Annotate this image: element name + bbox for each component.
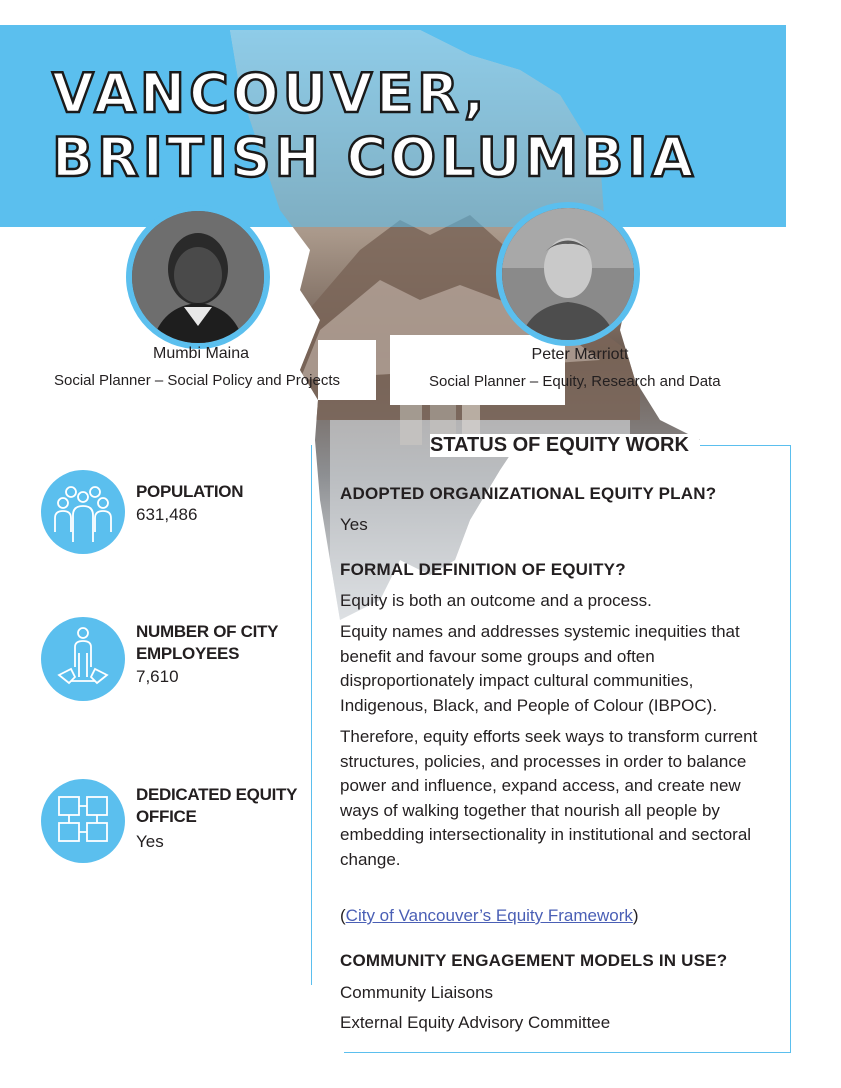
answer-text: External Equity Advisory Committee: [340, 1013, 611, 1032]
paren-close: ): [632, 906, 639, 925]
portrait-photo: [502, 208, 634, 340]
person-name: Mumbi Maina: [152, 345, 250, 362]
stat-value: 7,610: [136, 667, 179, 686]
stat-label: [136, 784, 297, 828]
person-role: Social Planner – Equity, Research and Data: [429, 373, 721, 390]
equity-framework-link[interactable]: City of Vancouver’s Equity Framework: [345, 906, 633, 925]
title-line-1: VANCOUVER,: [52, 62, 489, 125]
avatar-mumbi-maina: [126, 205, 270, 349]
question-heading: ADOPTED ORGANIZATIONAL EQUITY PLAN?: [340, 484, 717, 503]
stat-label: [136, 621, 278, 665]
box-top-border: [700, 445, 791, 446]
question-heading: COMMUNITY ENGAGEMENT MODELS IN USE?: [340, 951, 728, 970]
person-role: Social Planner – Social Policy and Projects: [54, 372, 340, 389]
answer-text: Equity names and addresses systemic inequities that benefit and favour some groups and often disproportionately impact cultural communities, Indigenous, Black, and People of Colour (IBPOC).: [340, 622, 740, 715]
stat-value: Yes: [136, 832, 164, 851]
answer-text: Therefore, equity efforts seek ways to transform current structures, policies, and processes in order to balance power and influence, expand access, and create new ways of walking together that nourish all people by embedding intersectionality in institutional and sectoral change.: [340, 727, 758, 869]
employee-icon: [41, 617, 125, 701]
answer-text: Equity is both an outcome and a process.: [340, 591, 652, 610]
box-bottom-border: [344, 1052, 791, 1053]
stat-label-line-2: EMPLOYEES: [136, 644, 240, 663]
people-group-icon: [41, 470, 125, 554]
page-title: [52, 62, 697, 190]
stat-label-line-1: NUMBER OF CITY: [136, 622, 279, 641]
question-heading: FORMAL DEFINITION OF EQUITY?: [340, 560, 626, 579]
answer-text: Community Liaisons: [340, 983, 494, 1002]
stat-label-line-2: OFFICE: [136, 807, 197, 826]
stat-label: POPULATION: [136, 482, 244, 501]
stat-value: 631,486: [136, 505, 198, 524]
source-citation: [340, 904, 760, 929]
paren-open: (: [340, 906, 346, 925]
title-line-2: BRITISH COLUMBIA: [52, 126, 698, 189]
avatar-peter-marriott: [496, 202, 640, 346]
office-puzzle-icon: [41, 779, 125, 863]
stat-label-line-1: DEDICATED EQUITY: [136, 785, 298, 804]
status-title: STATUS OF EQUITY WORK: [430, 434, 699, 457]
answer-text: Yes: [340, 515, 368, 534]
left-divider: [311, 445, 312, 985]
box-right-border: [790, 445, 791, 1053]
portrait-photo: [132, 211, 264, 343]
person-name: Peter Marriott: [531, 346, 629, 363]
